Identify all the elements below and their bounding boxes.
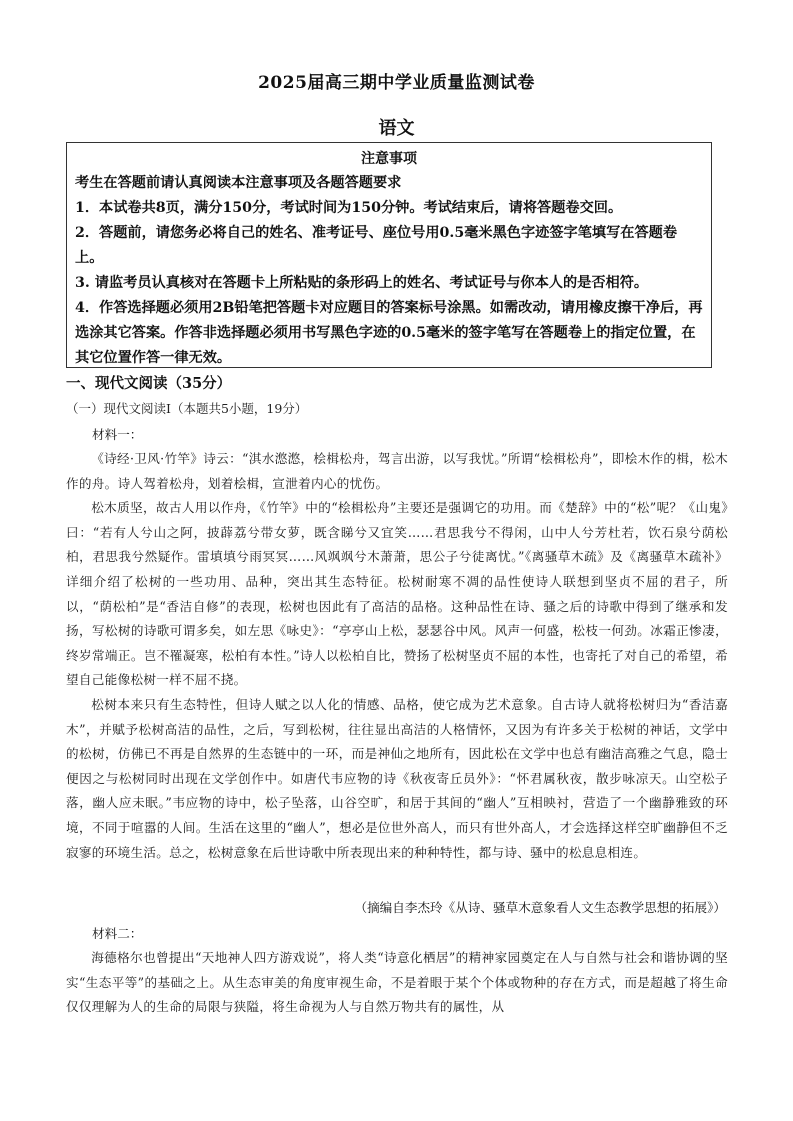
material-1-label: 材料一： [92,427,143,442]
material-1-source: （摘编自李杰玲《从诗、骚草木意象看人文生态教学思想的拓展》） [354,900,726,915]
exam-subject: 语文 [378,118,415,139]
paragraph: 松木质坚，故古人用以作舟，《竹竿》中的“桧楫松舟”主要还是强调它的功用。而《楚辞》中的“松”呢？《山鬼》曰：“若有人兮山之阿，披薜荔兮带女萝，既含睇兮又宜笑……君思我兮不得闲，山中人兮芳杜若，饮石泉兮荫松柏，君思我兮然疑作。雷填填兮雨冥冥……风飒飒兮木萧萧，思公子兮徒离忧。”《离骚草木疏》及《离骚草木疏补》详细介绍了松树的一些功用、品种，突出其生态特征。松树耐寒不凋的品性使诗人联想到坚贞不屈的君子，所以，“荫松柏”是“香洁自修”的表现，松树也因此有了高洁的品格。这种品性在诗、骚之后的诗歌中得到了继承和发扬，写松树的诗歌可谓多矣，如左思《咏史》：“亭亭山上松，瑟瑟谷中风。风声一何盛，松枝一何劲。冰霜正惨凄，终岁常端正。岂不罹凝寒，松柏有本性。”诗人以松柏自比，赞扬了松树坚贞不屈的本性，也寄托了对自己的希望，希望自己能像松树一样不屈不挠。 [66,500,728,688]
paragraph: 海德格尔也曾提出“天地神人四方游戏说”，将人类“诗意化栖居”的精神家园奠定在人与自然与社会和谐协调的坚实“生态平等”的基础之上。从生态审美的角度审视生命，不是着眼于某个个体或物种的存在方式，而是超越了将生命仅仅理解为人的生命的局限与狭隘，将生命视为人与自然万物共有的属性，从 [66,950,728,1015]
notice-line: 考生在答题前请认真阅读本注意事项及各题答题要求 [75,175,402,191]
notice-line: 3. 请监考员认真核对在答题卡上所粘贴的条形码上的姓名、考试证号与你本人的是否相符。 [75,275,649,291]
notice-line: 2．答题前，请您务必将自己的姓名、准考证号、座位号用0.5毫米黑色字迹签字笔填写在答题卷上。 [75,225,678,266]
notice-line: 4．作答选择题必须用2B铅笔把答题卡对应题目的答案标号涂黑。如需改动，请用橡皮擦干净后，再选涂其它答案。作答非选择题必须用书写黑色字迹的0.5毫米的签字笔写在答题卷上的指定位置，在其它位置作答一律无效。 [75,300,703,366]
exam-title: 2025届高三期中学业质量监测试卷 [258,73,535,93]
material-2-text [66,946,728,1020]
subsection-heading: （一）现代文阅读Ⅰ（本题共5小题，19分） [66,401,308,416]
notice-title: 注意事项 [361,151,417,167]
notice-line: 1．本试卷共8页，满分150分，考试时间为150分钟。考试结束后，请将答题卷交回。 [75,200,623,216]
paragraph: 松树本来只有生态特性，但诗人赋之以人化的情感、品格，使它成为艺术意象。自古诗人就将松树归为“香洁嘉木”，并赋予松树高洁的品性，之后，写到松树，往往显出高洁的人格情怀，又因为有许多关于松树的神话，文学中的松树，仿佛已不再是自然界的生态链中的一环，而是神仙之地所有，因此松在文学中也总有幽洁高雅之气息，隐士便因之与松树同时出现在文学创作中。如唐代韦应物的诗《秋夜寄丘员外》：“怀君属秋夜，散步咏凉天。山空松子落，幽人应未眠。”韦应物的诗中，松子坠落，山谷空旷，和居于其间的“幽人”互相映衬，营造了一个幽静雅致的环境，不同于喧嚣的人间。生活在这里的“幽人”，想必是位世外高人，而只有世外高人，才会选择这样空旷幽静但不乏寂寥的环境生活。总之，松树意象在后世诗歌中所表现出来的种种特性，都与诗、骚中的松息息相连。 [66,696,728,860]
section-heading: 一、现代文阅读（35分） [66,375,232,392]
paragraph: 《诗经·卫风·竹竿》诗云：“淇水滺滺，桧楫松舟，驾言出游，以写我忧。”所谓“桧楫松舟”，即桧木作的楫，松木作的舟。诗人驾着松舟，划着桧楫，宣泄着内心的忧伤。 [66,451,728,491]
material-1-text [66,447,728,865]
material-2-label: 材料二： [92,926,143,941]
notice-box [66,142,712,368]
